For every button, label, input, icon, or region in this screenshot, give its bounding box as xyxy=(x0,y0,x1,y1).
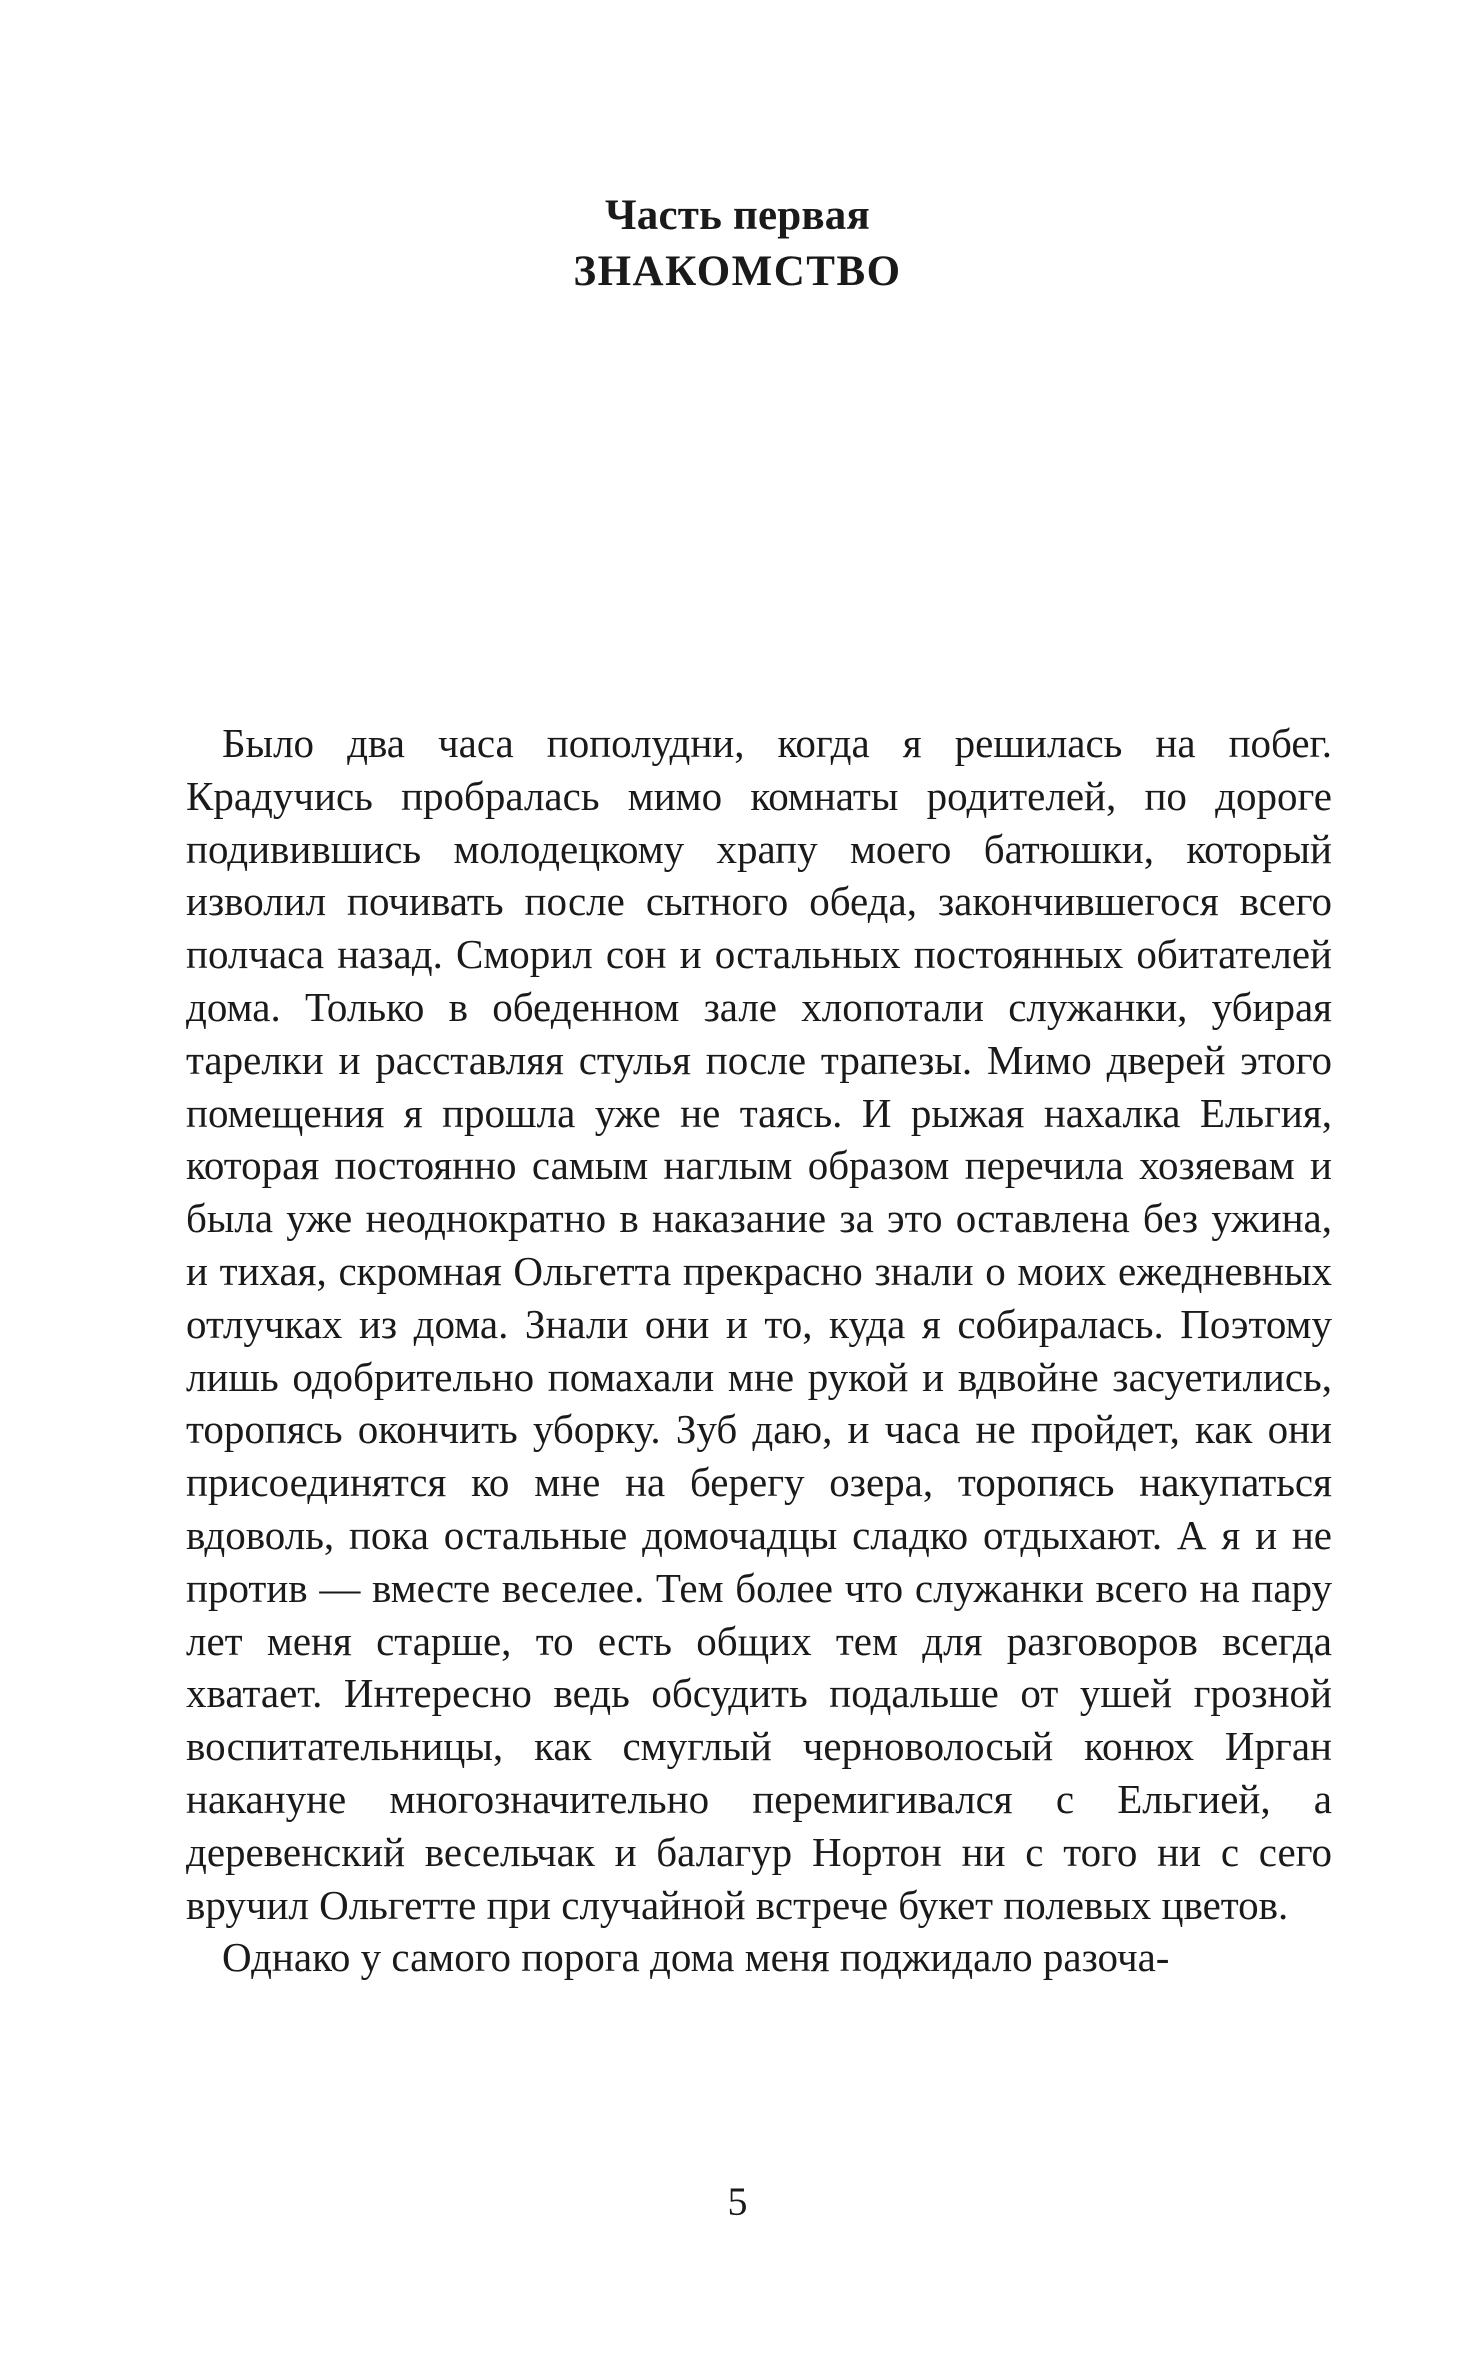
chapter-heading xyxy=(0,190,1475,298)
page-number: 5 xyxy=(727,2179,748,2224)
body-text xyxy=(186,717,1332,1984)
part-label: Часть первая xyxy=(605,192,870,239)
paragraph: Однако у самого порога дома меня поджидало разоча- xyxy=(222,1934,1170,1981)
paragraph: Было два часа пополудни, когда я решилась на побег. Крадучись пробралась мимо комнаты родителей, по дороге подивившись молодецкому храпу моего батюшки, который изволил почивать после сытного обеда, закончившегося всего полчаса назад. Сморил сон и остальных постоянных обитателей дома. Только в обеденном зале хлопотали служанки, убирая тарелки и расставляя стулья после трапезы. Мимо дверей этого помещения я прошла уже не таясь. И рыжая нахалка Ельгия, которая постоянно самым наглым образом перечила хозяевам и была уже неоднократно в наказание за это оставлена без ужина, и тихая, скромная Ольгетта прекрасно знали о моих ежедневных отлучках из дома. Знали они и то, куда я собиралась. Поэтому лишь одобрительно помахали мне рукой и вдвойне засуетились, торопясь окончить уборку. Зуб даю, и часа не пройдет, как они присоединятся ко мне на берегу озера, торопясь накупаться вдоволь, пока остальные домочадцы сладко отдыхают. А я и не против — вместе веселее. Тем более что служанки всего на пару лет меня старше, то есть общих тем для разговоров всегда хватает. Интересно ведь обсудить подальше от ушей грозной воспитательницы, как смуглый черноволосый конюх Ирган накануне многозначительно перемигивался с Ельгией, а деревенский весельчак и балагур Нортон ни с того ни с сего вручил Ольгетте при случайной встрече букет полевых цветов. xyxy=(186,720,1332,1928)
part-title: ЗНАКОМСТВО xyxy=(573,248,902,295)
